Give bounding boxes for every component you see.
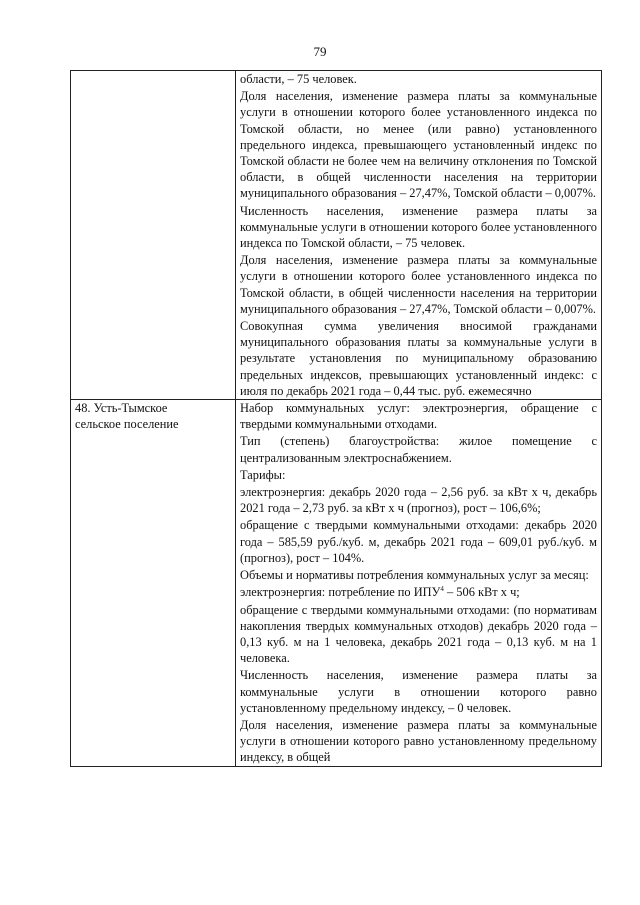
paragraph: обращение с твердыми коммунальными отходами: декабрь 2020 года – 585,59 руб./куб. м, декабрь 2021 года – 609,01 руб./куб. м (прогноз), рост – 104%. <box>240 518 597 565</box>
paragraph: Численность населения, изменение размера платы за коммунальные услуги в отношении которого более установленного индекса по Томской области, – 75 человек. <box>240 203 597 251</box>
paragraph: обращение с твердыми коммунальными отходами: (по нормативам накопления твердых коммунальных отходов) декабрь 2020 года – 0,13 куб. м на 1 человека, декабрь 2021 года – 0,13 куб. м на 1 человека. <box>240 602 597 666</box>
paragraph: Объемы и нормативы потребления коммунальных услуг за месяц: <box>240 568 589 583</box>
paragraph: Совокупная сумма увеличения вносимой гражданами муниципального образования платы за коммунальные услуги в результате установления по муниципальному образованию предельных индексов, превышающих установленный индекс: с июля по декабрь 2021 года – 0,44 тыс. руб. ежемесячно <box>240 319 597 398</box>
row2-left-cell <box>71 400 236 766</box>
paragraph: Тип (степень) благоустройства: жилое помещение с централизованным электроснабжением. <box>240 434 597 465</box>
paragraph: Численность населения, изменение размера платы за коммунальные услуги в отношении которого равно установленному предельному индексу, – 0 человек. <box>240 668 597 715</box>
table-row <box>71 400 602 766</box>
paragraph: Доля населения, изменение размера платы за коммунальные услуги в отношении которого равно установленному предельному индексу, в общей <box>240 717 597 765</box>
page-number: 79 <box>313 44 327 59</box>
settlement-name-line1: 48. Усть-Тымское <box>75 401 168 416</box>
row1-left-cell <box>71 71 236 400</box>
paragraph: Доля населения, изменение размера платы за коммунальные услуги в отношении которого более установленного индекса по Томской области, в общей численности населения на территории муниципального образования – 27,47%, Томской области – 0,007%. <box>240 253 597 316</box>
paragraph: Доля населения, изменение размера платы за коммунальные услуги в отношении которого более установленного индекса по Томской области, но менее (или равно) установленного предельного индекса, превышающего установленный индекс по Томской области не более чем на величину отклонения по Томской области, в общей численности населения на территории муниципального образования – 27,47%, Томской области – 0,007%. <box>240 89 597 201</box>
settlement-name-line2: сельское поселение <box>75 417 179 432</box>
paragraph <box>240 584 597 600</box>
table-row <box>71 71 602 400</box>
document-table <box>70 70 602 767</box>
paragraph: области, – 75 человек. <box>240 72 357 86</box>
footnote-marker: 4 <box>440 585 444 594</box>
text-span: – 506 кВт х ч; <box>443 585 520 600</box>
paragraph: Тарифы: <box>240 467 286 482</box>
paragraph: электроэнергия: декабрь 2020 года – 2,56 руб. за кВт х ч, декабрь 2021 года – 2,73 руб. за кВт х ч (прогноз), рост – 106,6%; <box>240 485 597 516</box>
row1-right-cell <box>236 71 602 400</box>
paragraph: Набор коммунальных услуг: электроэнергия, обращение с твердыми коммунальными отходами. <box>240 401 597 432</box>
row2-right-cell <box>236 400 602 766</box>
text-span: электроэнергия: потребление по ИПУ <box>240 585 441 600</box>
